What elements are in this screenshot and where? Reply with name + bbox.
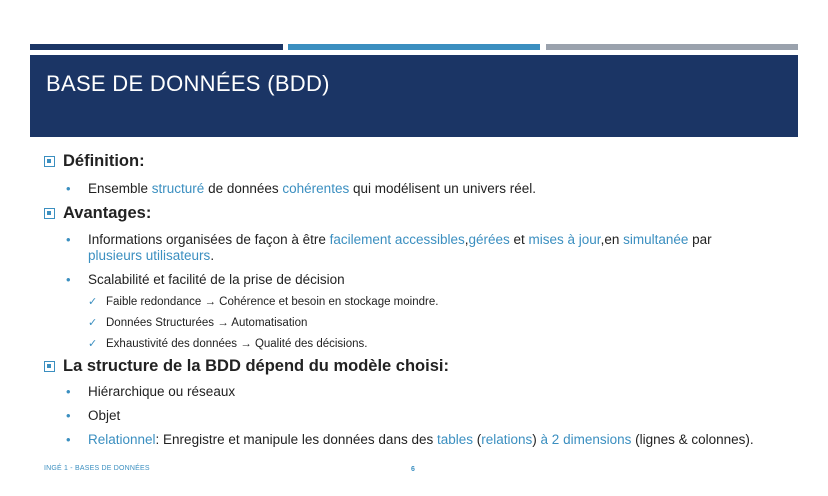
sub-list-item: ✓ Faible redondance → Cohérence et besoin en stockage moindre.: [88, 296, 439, 308]
accent-bar-blue: [288, 44, 540, 50]
sub-list-item: ✓ Données Structurées → Automatisation: [88, 317, 308, 329]
list-item: • Informations organisées de façon à être facilement accessibles,gérées et mises à jour,en simultanée par plusieurs utilisateurs.: [66, 232, 712, 263]
page-number: 6: [411, 466, 415, 473]
checkmark-icon: ✓: [88, 296, 98, 308]
dot-bullet-icon: •: [66, 272, 71, 287]
slide-content: [44, 150, 804, 448]
dot-bullet-icon: •: [66, 432, 71, 447]
heading-definition: [44, 152, 804, 171]
square-bullet-icon: [44, 361, 55, 372]
heading-text: Définition:: [63, 152, 145, 170]
dot-bullet-icon: •: [66, 232, 71, 247]
dot-bullet-icon: •: [66, 384, 71, 399]
heading-text: Avantages:: [63, 204, 152, 222]
list-item: • Ensemble structuré de données cohérentes qui modélisent un univers réel.: [66, 181, 537, 196]
heading-structure: [44, 357, 804, 376]
dot-bullet-icon: •: [66, 408, 71, 423]
accent-bar-gray: [546, 44, 798, 50]
list-item: • Relationnel: Enregistre et manipule les données dans des tables (relations) à 2 dimensions (lignes & colonnes).: [66, 432, 754, 447]
heading-avantages: [44, 204, 804, 223]
list-item: • Scalabilité et facilité de la prise de décision: [66, 272, 345, 287]
heading-text: La structure de la BDD dépend du modèle choisi:: [63, 357, 449, 375]
title-band: [30, 55, 798, 137]
list-item: • Hiérarchique ou réseaux: [66, 384, 236, 399]
list-item: • Objet: [66, 408, 121, 423]
slide-title: BASE DE DONNÉES (BDD): [46, 71, 330, 96]
square-bullet-icon: [44, 156, 55, 167]
dot-bullet-icon: •: [66, 181, 71, 196]
sub-list-item: ✓ Exhaustivité des données → Qualité des décisions.: [88, 338, 368, 350]
accent-bar-navy: [30, 44, 283, 50]
checkmark-icon: ✓: [88, 338, 98, 350]
footer-course-label: INGÉ 1 - BASES DE DONNÉES: [44, 465, 150, 472]
checkmark-icon: ✓: [88, 317, 98, 329]
square-bullet-icon: [44, 208, 55, 219]
